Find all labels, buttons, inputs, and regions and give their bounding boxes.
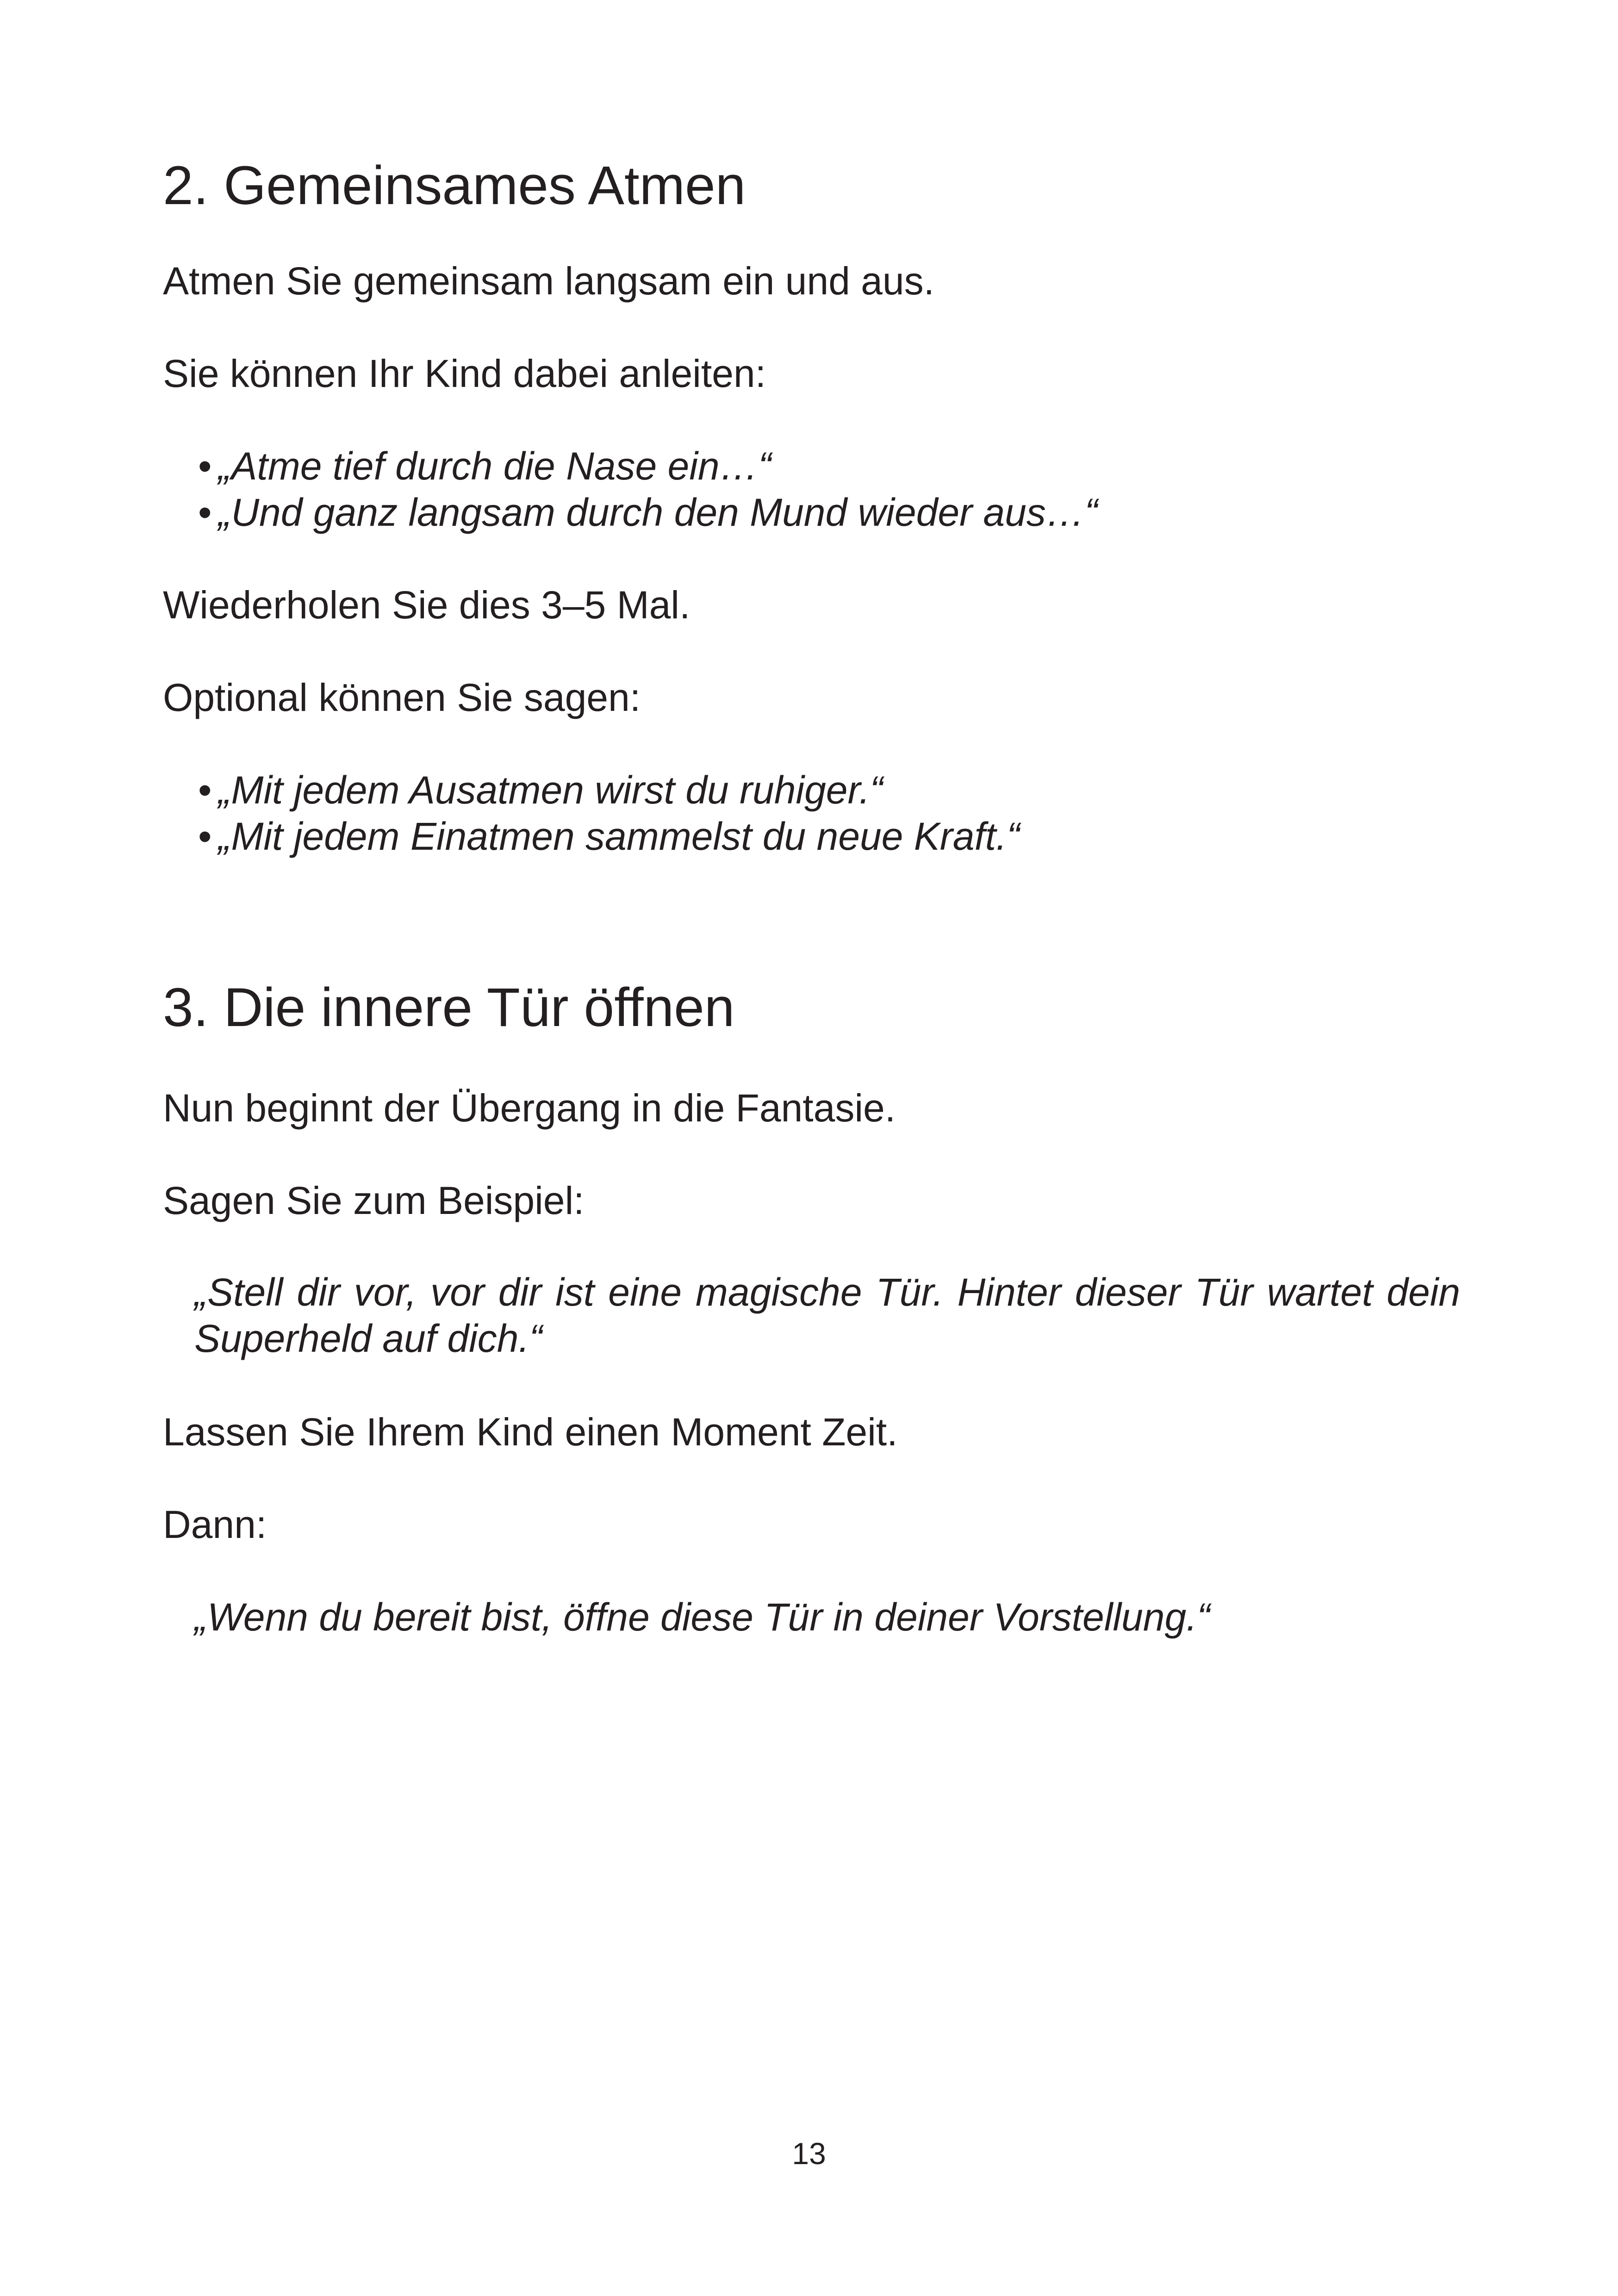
page-number: 13: [792, 2136, 826, 2171]
bullet-item: [198, 817, 1020, 856]
section-2-paragraph-3: Wiederholen Sie dies 3–5 Mal.: [163, 583, 691, 627]
quote-line: „Wenn du bereit bist, öffne diese Tür in deiner Vorstellung.“: [194, 1595, 1210, 1639]
bullet-dot: •: [198, 491, 212, 534]
bullet-item: [198, 444, 772, 488]
section-3-paragraph-4: Dann:: [163, 1503, 267, 1546]
bullet-dot: •: [198, 444, 212, 488]
bullet-dot: •: [198, 815, 212, 858]
section-2-paragraph-1: Atmen Sie gemeinsam langsam ein und aus.: [163, 259, 934, 303]
section-2-paragraph-4: Optional können Sie sagen:: [163, 676, 641, 719]
section-3-heading: 3. Die innere Tür öffnen: [163, 977, 735, 1038]
bullet-item: [198, 493, 1098, 532]
quote-block: „Stell dir vor, vor dir ist eine magische Tür. Hinter dieser Tür wartet dein Superheld auf dich.“: [194, 1270, 1460, 1360]
bullet-text: „Atme tief durch die Nase ein…“: [218, 444, 772, 488]
bullet-text: „Und ganz langsam durch den Mund wieder aus…“: [218, 491, 1098, 534]
section-3-paragraph-2: Sagen Sie zum Beispiel:: [163, 1179, 585, 1222]
section-3-paragraph-3: Lassen Sie Ihrem Kind einen Moment Zeit.: [163, 1410, 898, 1454]
bullet-item: [198, 768, 883, 812]
bullet-text: „Mit jedem Einatmen sammelst du neue Kraft.“: [218, 815, 1020, 858]
section-3-paragraph-1: Nun beginnt der Übergang in die Fantasie.: [163, 1086, 896, 1130]
section-2-paragraph-2: Sie können Ihr Kind dabei anleiten:: [163, 352, 766, 395]
section-2-heading: 2. Gemeinsames Atmen: [163, 155, 746, 216]
bullet-text: „Mit jedem Ausatmen wirst du ruhiger.“: [218, 768, 883, 812]
bullet-dot: •: [198, 768, 212, 812]
